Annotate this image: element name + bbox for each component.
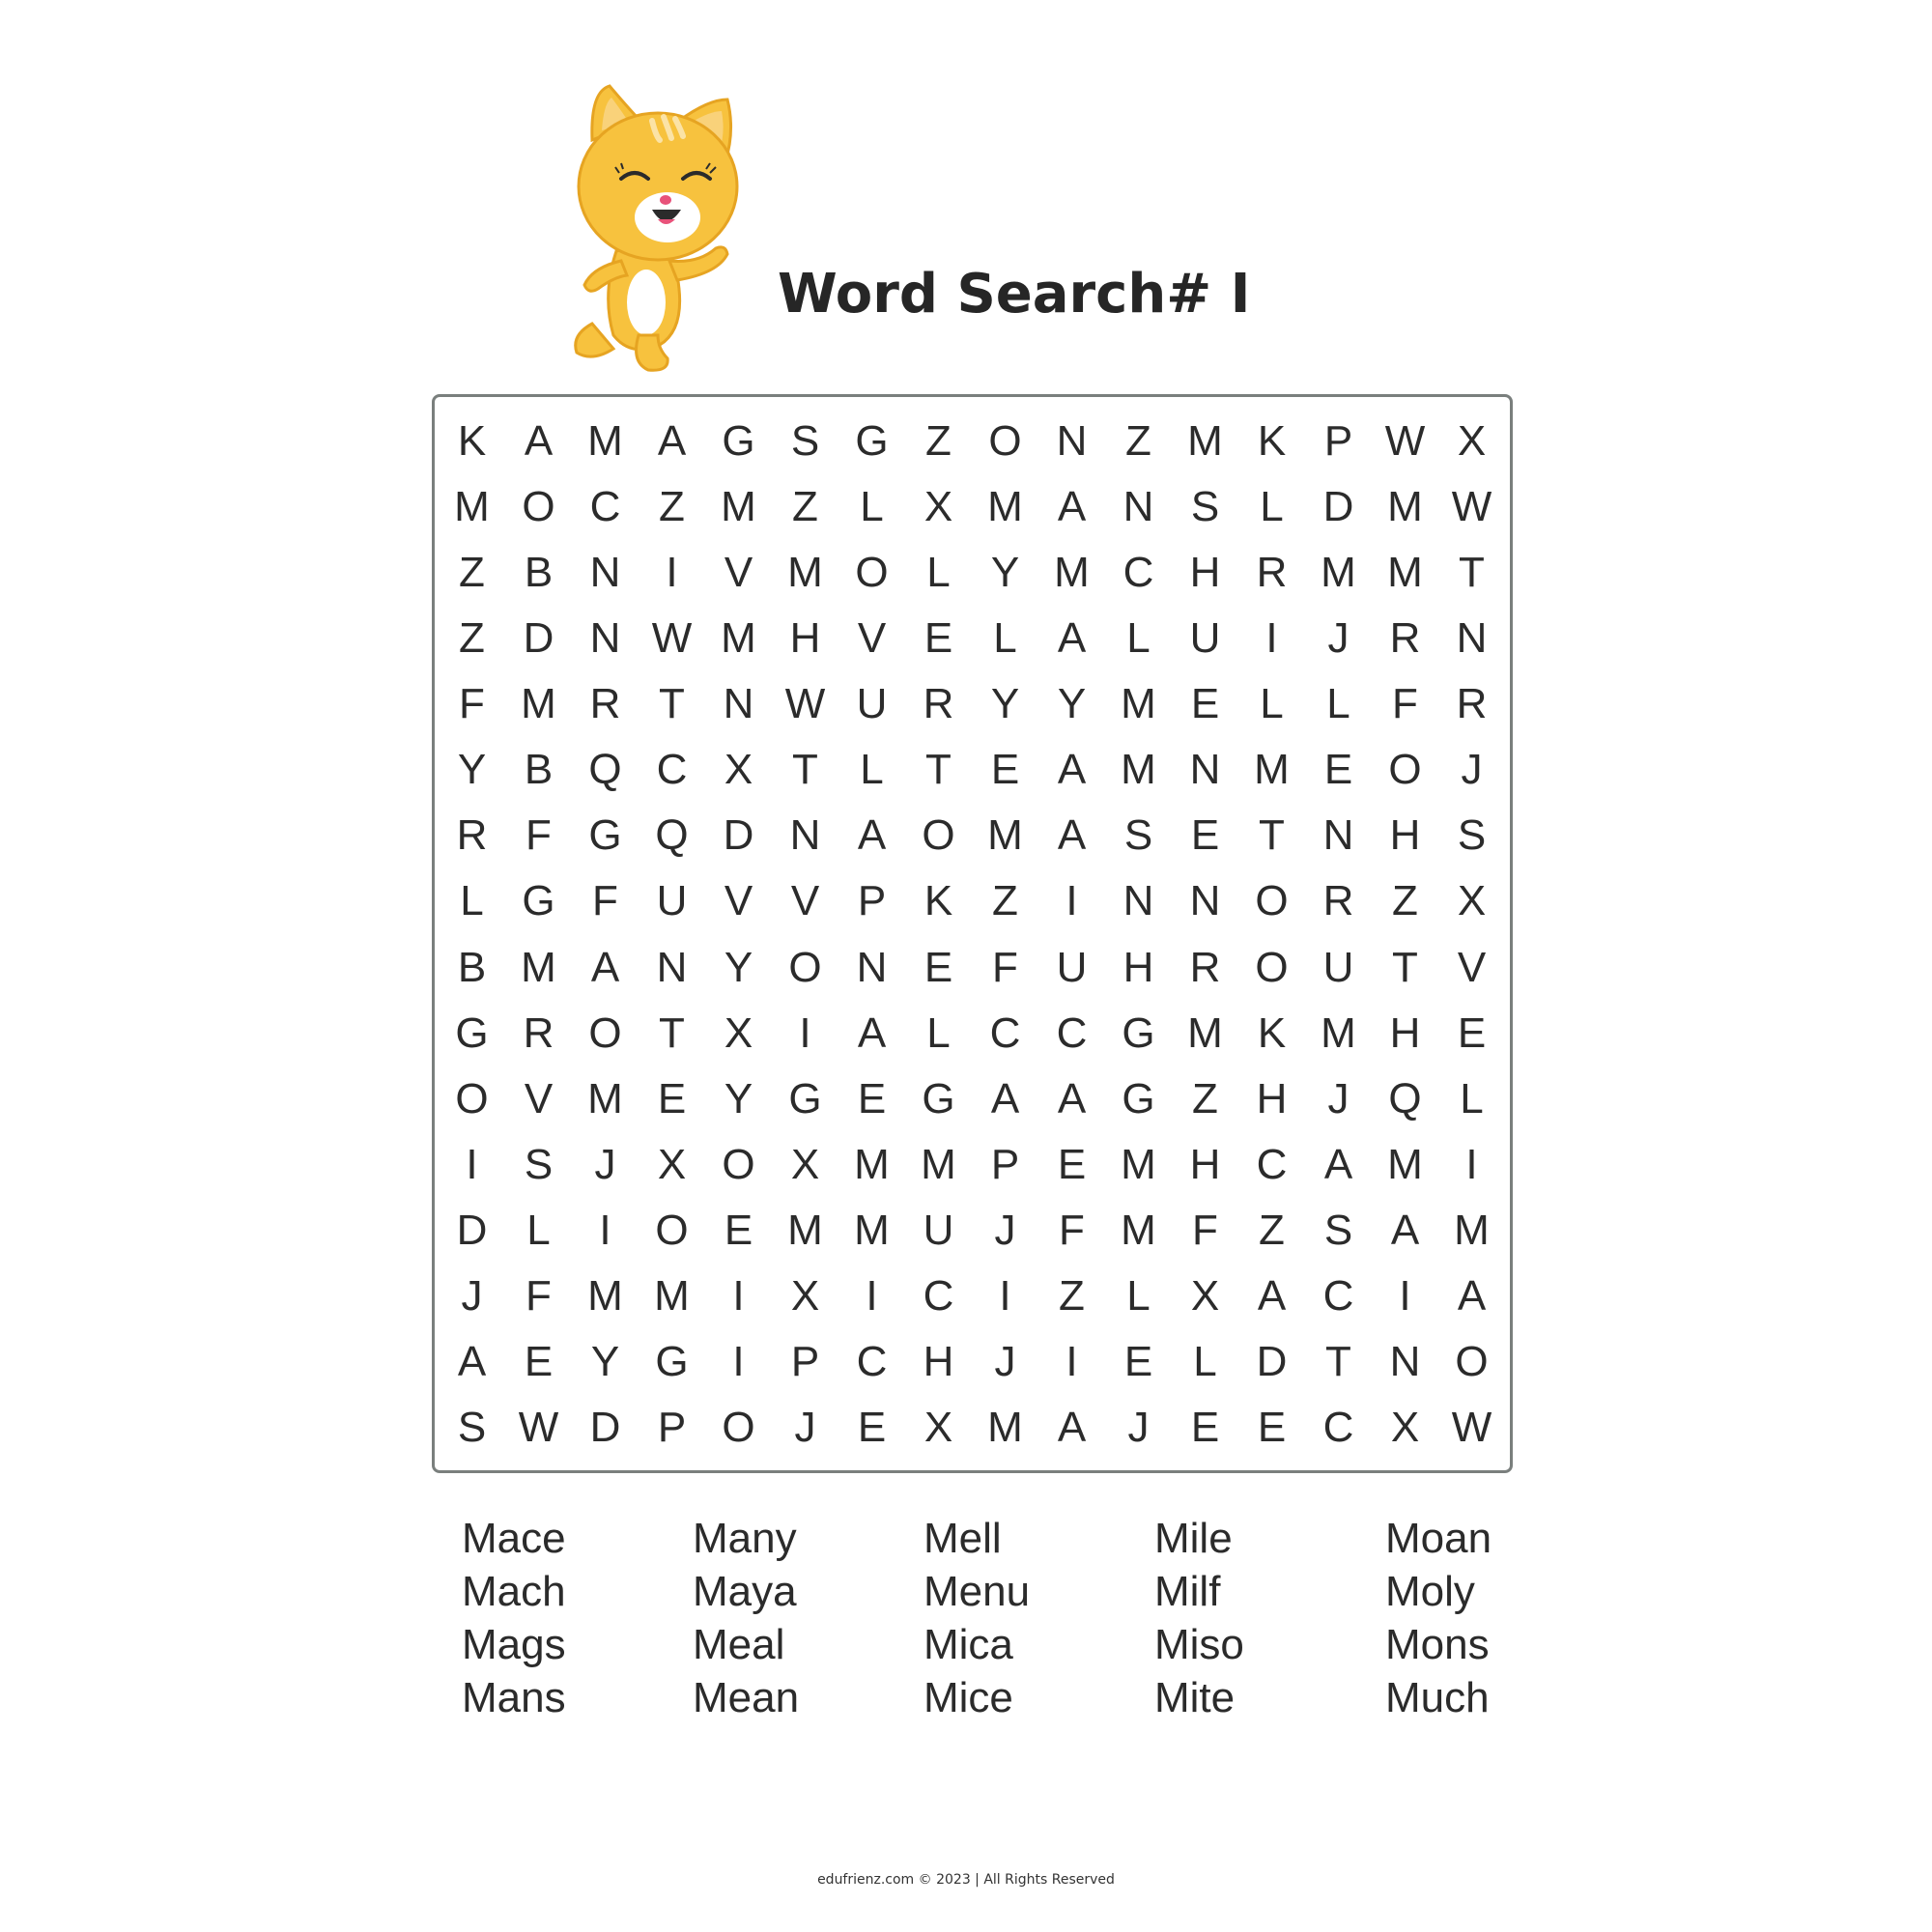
grid-cell[interactable]: X	[1190, 1271, 1220, 1320]
grid-cell[interactable]: H	[1389, 811, 1421, 860]
grid-cell[interactable]: O	[1255, 943, 1289, 991]
grid-cell[interactable]: C	[1322, 1403, 1354, 1451]
grid-cell[interactable]: R	[523, 1009, 554, 1057]
word-list-item: Mite	[1154, 1674, 1236, 1721]
grid-cell[interactable]: N	[589, 614, 621, 663]
grid-cell[interactable]: G	[922, 1074, 955, 1122]
grid-cell[interactable]: H	[789, 614, 821, 663]
grid-cell[interactable]: U	[856, 680, 888, 728]
grid-cell[interactable]: E	[724, 1206, 753, 1254]
grid-cell[interactable]: M	[921, 1140, 956, 1188]
grid-cell[interactable]: O	[455, 1074, 489, 1122]
grid-cell[interactable]: K	[1257, 1009, 1287, 1057]
grid-cell[interactable]: I	[732, 1337, 745, 1385]
grid-cell[interactable]: M	[587, 1074, 623, 1122]
grid-cell[interactable]: E	[1257, 1403, 1287, 1451]
grid-cell[interactable]: J	[794, 1403, 816, 1451]
grid-cell[interactable]: E	[1190, 811, 1220, 860]
grid-cell[interactable]: L	[1193, 1337, 1217, 1385]
grid-cell[interactable]: L	[993, 614, 1017, 663]
grid-cell[interactable]: M	[1321, 1009, 1356, 1057]
grid-cell[interactable]: Y	[590, 1337, 620, 1385]
grid-cell[interactable]: M	[454, 483, 490, 531]
grid-cell[interactable]: O	[1455, 1337, 1489, 1385]
grid-cell[interactable]: Y	[990, 680, 1020, 728]
grid-cell[interactable]: M	[1387, 549, 1423, 597]
grid-cell[interactable]: E	[1123, 1337, 1153, 1385]
grid-cell[interactable]: A	[1457, 1271, 1487, 1320]
grid-cell[interactable]: J	[1327, 1074, 1350, 1122]
grid-cell[interactable]: H	[923, 1337, 954, 1385]
grid-cell[interactable]: L	[1126, 614, 1151, 663]
grid-cell[interactable]: M	[1121, 1140, 1156, 1188]
grid-cell[interactable]: M	[1321, 549, 1356, 597]
grid-cell[interactable]: E	[1323, 746, 1353, 794]
grid-cell[interactable]: K	[457, 417, 487, 466]
grid-cell[interactable]: S	[1123, 811, 1153, 860]
word-list-item: Mans	[462, 1674, 566, 1721]
word-list-item: Moan	[1385, 1515, 1492, 1562]
grid-cell[interactable]: O	[922, 811, 955, 860]
grid-cell[interactable]: Z	[792, 483, 818, 531]
grid-cell[interactable]: O	[1255, 877, 1289, 925]
grid-cell[interactable]: I	[1065, 1337, 1078, 1385]
grid-cell[interactable]: X	[1390, 1403, 1420, 1451]
grid-cell[interactable]: T	[1325, 1337, 1351, 1385]
grid-cell[interactable]: M	[1254, 746, 1290, 794]
grid-cell[interactable]: E	[1190, 680, 1220, 728]
grid-cell[interactable]: I	[1265, 614, 1278, 663]
grid-cell[interactable]: M	[854, 1206, 890, 1254]
grid-cell[interactable]: A	[590, 943, 620, 991]
grid-cell[interactable]: E	[1457, 1009, 1487, 1057]
word-list-item: Mica	[923, 1621, 1013, 1668]
grid-cell[interactable]: M	[1187, 417, 1223, 466]
grid-cell[interactable]: I	[599, 1206, 611, 1254]
grid-cell[interactable]: G	[655, 1337, 689, 1385]
grid-cell[interactable]: Z	[1392, 877, 1418, 925]
grid-cell[interactable]: E	[657, 1074, 687, 1122]
grid-cell[interactable]: X	[923, 1403, 953, 1451]
grid-cell[interactable]: L	[860, 746, 884, 794]
grid-cell[interactable]: X	[657, 1140, 687, 1188]
grid-cell[interactable]: G	[788, 1074, 822, 1122]
grid-cell[interactable]: X	[1457, 417, 1487, 466]
grid-cell[interactable]: G	[855, 417, 889, 466]
grid-cell[interactable]: M	[521, 680, 556, 728]
grid-cell[interactable]: Q	[655, 811, 689, 860]
grid-cell[interactable]: H	[1189, 1140, 1221, 1188]
grid-cell[interactable]: O	[988, 417, 1022, 466]
grid-cell[interactable]: E	[1057, 1140, 1087, 1188]
grid-cell[interactable]: V	[1457, 943, 1487, 991]
grid-cell[interactable]: M	[1187, 1009, 1223, 1057]
grid-cell[interactable]: O	[588, 1009, 622, 1057]
grid-cell[interactable]: A	[1323, 1140, 1353, 1188]
grid-cell[interactable]: M	[987, 811, 1023, 860]
grid-cell[interactable]: M	[987, 483, 1023, 531]
grid-cell[interactable]: Y	[724, 1074, 753, 1122]
word-list-item: Menu	[923, 1568, 1031, 1615]
grid-cell[interactable]: A	[1057, 746, 1087, 794]
grid-cell[interactable]: R	[1189, 943, 1221, 991]
grid-cell[interactable]: L	[1460, 1074, 1484, 1122]
grid-cell[interactable]: Z	[459, 614, 485, 663]
grid-cell[interactable]: B	[524, 746, 554, 794]
grid-cell[interactable]: U	[1322, 943, 1354, 991]
grid-cell[interactable]: A	[657, 417, 687, 466]
grid-cell[interactable]: J	[1461, 746, 1483, 794]
grid-cell[interactable]: R	[923, 680, 954, 728]
grid-cell[interactable]: N	[1189, 746, 1221, 794]
grid-cell[interactable]: P	[857, 877, 887, 925]
grid-cell[interactable]: Z	[659, 483, 685, 531]
grid-cell[interactable]: W	[1451, 1403, 1492, 1451]
grid-cell[interactable]: D	[723, 811, 754, 860]
grid-cell[interactable]: J	[994, 1206, 1016, 1254]
grid-cell[interactable]: N	[1122, 483, 1154, 531]
grid-cell[interactable]: Z	[1125, 417, 1151, 466]
grid-cell[interactable]: Y	[990, 549, 1020, 597]
word-list-item: Miso	[1154, 1621, 1244, 1668]
grid-cell[interactable]: M	[1387, 483, 1423, 531]
grid-cell[interactable]: Z	[925, 417, 952, 466]
grid-cell[interactable]: B	[524, 549, 554, 597]
grid-cell[interactable]: M	[587, 1271, 623, 1320]
grid-cell[interactable]: A	[857, 1009, 887, 1057]
page-title: Word Search# I	[778, 263, 1251, 326]
grid-cell[interactable]: H	[1389, 1009, 1421, 1057]
grid-cell[interactable]: Z	[1259, 1206, 1285, 1254]
letter-grid-frame	[432, 394, 1513, 1473]
grid-cell[interactable]: M	[1054, 549, 1090, 597]
grid-cell[interactable]: S	[524, 1140, 554, 1188]
grid-cell[interactable]: N	[1122, 877, 1154, 925]
grid-cell[interactable]: N	[789, 811, 821, 860]
grid-cell[interactable]: F	[1192, 1206, 1218, 1254]
grid-cell[interactable]: C	[656, 746, 688, 794]
word-list-item: Mile	[1154, 1515, 1233, 1562]
grid-cell[interactable]: J	[461, 1271, 483, 1320]
grid-cell[interactable]: M	[721, 614, 756, 663]
grid-cell[interactable]: I	[466, 1140, 478, 1188]
grid-cell[interactable]: K	[1257, 417, 1287, 466]
grid-cell[interactable]: C	[1122, 549, 1154, 597]
grid-cell[interactable]: G	[1122, 1009, 1155, 1057]
word-list	[462, 1512, 1524, 1734]
grid-cell[interactable]: C	[589, 483, 621, 531]
grid-cell[interactable]: N	[1056, 417, 1088, 466]
grid-cell[interactable]: N	[1322, 811, 1354, 860]
grid-cell[interactable]: C	[1256, 1140, 1288, 1188]
grid-cell[interactable]: M	[587, 417, 623, 466]
grid-cell[interactable]: T	[1392, 943, 1418, 991]
grid-cell[interactable]: A	[524, 417, 554, 466]
grid-cell[interactable]: M	[721, 483, 756, 531]
grid-cell[interactable]: E	[524, 1337, 554, 1385]
grid-cell[interactable]: G	[1122, 1074, 1155, 1122]
word-list-item: Mace	[462, 1515, 566, 1562]
grid-cell[interactable]: F	[1059, 1206, 1085, 1254]
grid-cell[interactable]: V	[724, 549, 753, 597]
grid-cell[interactable]: W	[1384, 417, 1426, 466]
grid-cell[interactable]: N	[856, 943, 888, 991]
copyright-footer: edufrienz.com © 2023 | All Rights Reserved	[817, 1872, 1115, 1888]
grid-cell[interactable]: M	[854, 1140, 890, 1188]
grid-cell[interactable]: N	[1389, 1337, 1421, 1385]
word-list-item: Mach	[462, 1568, 566, 1615]
word-list-item: Mell	[923, 1515, 1002, 1562]
grid-cell[interactable]: D	[456, 1206, 488, 1254]
grid-cell[interactable]: A	[1057, 1403, 1087, 1451]
grid-cell[interactable]: C	[1056, 1009, 1088, 1057]
grid-cell[interactable]: W	[651, 614, 693, 663]
grid-cell[interactable]: F	[526, 1271, 552, 1320]
grid-cell[interactable]: V	[724, 877, 753, 925]
grid-cell[interactable]: F	[592, 877, 618, 925]
grid-cell[interactable]: T	[925, 746, 952, 794]
grid-cell[interactable]: I	[1465, 1140, 1478, 1188]
grid-cell[interactable]: L	[926, 549, 951, 597]
grid-cell[interactable]: O	[522, 483, 555, 531]
grid-cell[interactable]: V	[790, 877, 820, 925]
grid-cell[interactable]: T	[792, 746, 818, 794]
grid-cell[interactable]: D	[1256, 1337, 1288, 1385]
grid-cell[interactable]: Y	[457, 746, 487, 794]
grid-cell[interactable]: R	[1322, 877, 1354, 925]
grid-cell[interactable]: A	[457, 1337, 487, 1385]
grid-cell[interactable]: M	[1454, 1206, 1490, 1254]
word-list-item: Milf	[1154, 1568, 1221, 1615]
grid-cell[interactable]: H	[1122, 943, 1154, 991]
grid-cell[interactable]: Z	[459, 549, 485, 597]
grid-cell[interactable]: D	[1322, 483, 1354, 531]
grid-cell[interactable]: M	[987, 1403, 1023, 1451]
grid-cell[interactable]: Y	[1057, 680, 1087, 728]
grid-cell[interactable]: A	[990, 1074, 1020, 1122]
grid-cell[interactable]: N	[1189, 877, 1221, 925]
grid-cell[interactable]: M	[521, 943, 556, 991]
grid-cell[interactable]: L	[926, 1009, 951, 1057]
grid-cell[interactable]: M	[1121, 1206, 1156, 1254]
grid-cell[interactable]: F	[459, 680, 485, 728]
grid-cell[interactable]: L	[1126, 1271, 1151, 1320]
word-list-item: Maya	[693, 1568, 797, 1615]
grid-cell[interactable]: M	[654, 1271, 690, 1320]
grid-cell[interactable]: H	[1256, 1074, 1288, 1122]
grid-cell[interactable]: E	[1190, 1403, 1220, 1451]
grid-cell[interactable]: X	[724, 746, 753, 794]
grid-cell[interactable]: C	[989, 1009, 1021, 1057]
grid-cell[interactable]: M	[1121, 746, 1156, 794]
grid-cell[interactable]: S	[1457, 811, 1487, 860]
grid-cell[interactable]: S	[1190, 483, 1220, 531]
grid-cell[interactable]: I	[666, 549, 678, 597]
grid-cell[interactable]: Z	[1192, 1074, 1218, 1122]
grid-cell[interactable]: I	[799, 1009, 811, 1057]
grid-cell[interactable]: G	[522, 877, 555, 925]
grid-cell[interactable]: C	[1322, 1271, 1354, 1320]
grid-cell[interactable]: S	[790, 417, 820, 466]
grid-cell[interactable]: J	[994, 1337, 1016, 1385]
grid-cell[interactable]: N	[723, 680, 754, 728]
word-list-item: Mean	[693, 1674, 800, 1721]
grid-cell[interactable]: A	[1057, 1074, 1087, 1122]
grid-cell[interactable]: O	[722, 1403, 755, 1451]
grid-cell[interactable]: Z	[1059, 1271, 1085, 1320]
grid-cell[interactable]: I	[1065, 877, 1078, 925]
word-list-item: Meal	[693, 1621, 785, 1668]
grid-cell[interactable]: X	[923, 483, 953, 531]
grid-cell[interactable]: G	[722, 417, 755, 466]
grid-cell[interactable]: X	[1457, 877, 1487, 925]
grid-cell[interactable]: A	[1390, 1206, 1420, 1254]
grid-cell[interactable]: J	[1127, 1403, 1150, 1451]
grid-cell[interactable]: U	[923, 1206, 954, 1254]
grid-cell[interactable]: F	[992, 943, 1018, 991]
grid-cell[interactable]: J	[1327, 614, 1350, 663]
grid-cell[interactable]: N	[1456, 614, 1488, 663]
word-list-item: Mons	[1385, 1621, 1490, 1668]
grid-cell[interactable]: I	[732, 1271, 745, 1320]
grid-cell[interactable]: T	[1459, 549, 1485, 597]
grid-cell[interactable]: G	[455, 1009, 489, 1057]
grid-cell[interactable]: A	[1057, 614, 1087, 663]
grid-cell[interactable]: I	[866, 1271, 878, 1320]
grid-cell[interactable]: C	[923, 1271, 954, 1320]
grid-cell[interactable]: U	[1189, 614, 1221, 663]
grid-cell[interactable]: K	[923, 877, 953, 925]
word-list-item: Much	[1385, 1674, 1490, 1721]
grid-cell[interactable]: A	[1057, 811, 1087, 860]
grid-cell[interactable]: W	[518, 1403, 559, 1451]
grid-cell[interactable]: P	[990, 1140, 1020, 1188]
word-list-item: Mice	[923, 1674, 1013, 1721]
grid-cell[interactable]: L	[1260, 483, 1284, 531]
grid-cell[interactable]: O	[788, 943, 822, 991]
word-list-item: Mags	[462, 1621, 566, 1668]
grid-cell[interactable]: I	[1399, 1271, 1411, 1320]
grid-cell[interactable]: W	[784, 680, 826, 728]
grid-cell[interactable]: E	[857, 1074, 887, 1122]
grid-cell[interactable]: E	[857, 1403, 887, 1451]
grid-cell[interactable]: N	[656, 943, 688, 991]
grid-cell[interactable]: U	[1056, 943, 1088, 991]
grid-cell[interactable]: O	[1388, 746, 1422, 794]
grid-cell[interactable]: E	[923, 614, 953, 663]
grid-cell[interactable]: S	[457, 1403, 487, 1451]
grid-cell[interactable]: P	[1323, 417, 1353, 466]
grid-cell[interactable]: V	[524, 1074, 554, 1122]
grid-cell[interactable]: I	[999, 1271, 1011, 1320]
grid-cell[interactable]: G	[588, 811, 622, 860]
grid-cell[interactable]: L	[860, 483, 884, 531]
grid-cell[interactable]: E	[923, 943, 953, 991]
grid-cell[interactable]: L	[1260, 680, 1284, 728]
grid-cell[interactable]: T	[659, 1009, 685, 1057]
grid-cell[interactable]: Q	[588, 746, 622, 794]
grid-cell[interactable]: T	[659, 680, 685, 728]
grid-cell[interactable]: W	[1451, 483, 1492, 531]
cat-mascot-icon	[563, 82, 756, 374]
grid-cell[interactable]: R	[1256, 549, 1288, 597]
letter-grid	[435, 397, 1510, 1470]
grid-cell[interactable]: F	[1392, 680, 1418, 728]
word-list-item: Moly	[1385, 1568, 1475, 1615]
grid-cell[interactable]: S	[1323, 1206, 1353, 1254]
grid-cell[interactable]: L	[1326, 680, 1350, 728]
grid-cell[interactable]: L	[460, 877, 484, 925]
grid-cell[interactable]: L	[526, 1206, 551, 1254]
grid-cell[interactable]: O	[655, 1206, 689, 1254]
grid-cell[interactable]: P	[790, 1337, 820, 1385]
grid-cell[interactable]: X	[790, 1271, 820, 1320]
grid-cell[interactable]: Y	[724, 943, 753, 991]
grid-cell[interactable]: R	[589, 680, 621, 728]
grid-cell[interactable]: R	[1456, 680, 1488, 728]
grid-cell[interactable]: X	[724, 1009, 753, 1057]
grid-cell[interactable]: X	[790, 1140, 820, 1188]
grid-cell[interactable]: M	[787, 549, 823, 597]
grid-cell[interactable]: M	[1387, 1140, 1423, 1188]
grid-cell[interactable]: N	[589, 549, 621, 597]
word-list-item: Many	[693, 1515, 797, 1562]
grid-cell[interactable]: J	[594, 1140, 616, 1188]
grid-cell[interactable]: U	[656, 877, 688, 925]
grid-cell[interactable]: H	[1189, 549, 1221, 597]
grid-cell[interactable]: D	[589, 1403, 621, 1451]
grid-cell[interactable]: R	[1389, 614, 1421, 663]
grid-cell[interactable]: A	[1257, 1271, 1287, 1320]
grid-cell[interactable]: B	[457, 943, 487, 991]
grid-cell[interactable]: A	[1057, 483, 1087, 531]
grid-cell[interactable]: R	[456, 811, 488, 860]
grid-cell[interactable]: A	[857, 811, 887, 860]
grid-cell[interactable]: O	[855, 549, 889, 597]
grid-cell[interactable]: P	[657, 1403, 687, 1451]
grid-cell[interactable]: M	[1121, 680, 1156, 728]
grid-cell[interactable]: F	[526, 811, 552, 860]
grid-cell[interactable]: V	[857, 614, 887, 663]
grid-cell[interactable]: E	[990, 746, 1020, 794]
grid-cell[interactable]: T	[1259, 811, 1285, 860]
grid-cell[interactable]: O	[722, 1140, 755, 1188]
grid-cell[interactable]: Z	[992, 877, 1018, 925]
grid-cell[interactable]: C	[856, 1337, 888, 1385]
grid-cell[interactable]: Q	[1388, 1074, 1422, 1122]
grid-cell[interactable]: M	[787, 1206, 823, 1254]
grid-cell[interactable]: D	[523, 614, 554, 663]
